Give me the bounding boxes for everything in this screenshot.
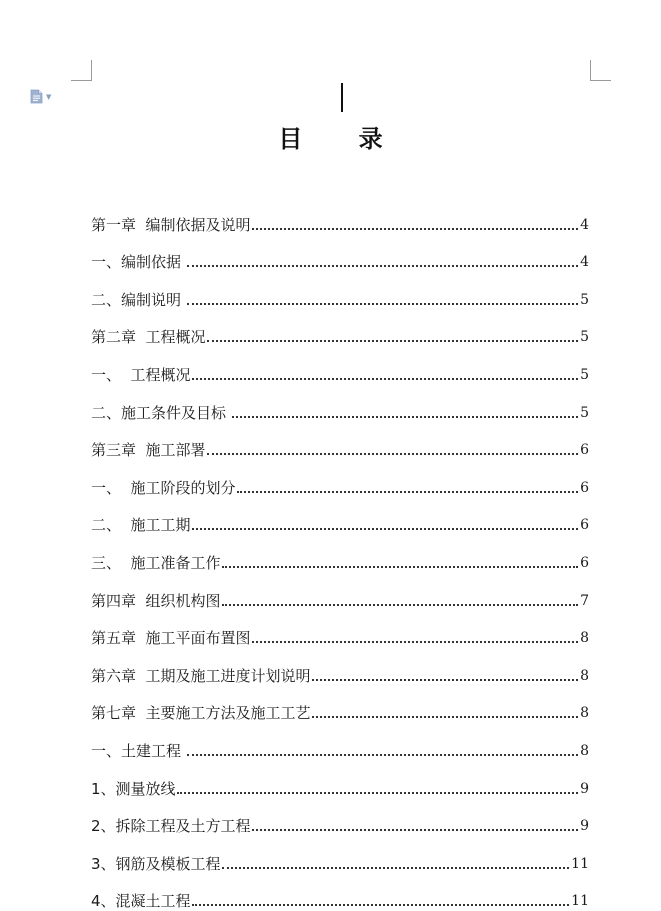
toc-entry-text: 2、拆除工程及土方工程: [91, 817, 251, 836]
toc-entry-text: 第二章 工程概况: [91, 328, 206, 347]
toc-entry[interactable]: [91, 723, 589, 761]
toc-entry-text: 二、编制说明: [91, 290, 186, 309]
toc-entry[interactable]: [91, 460, 589, 498]
toc-entry[interactable]: [91, 874, 589, 911]
page-corner-mark-top-right: [590, 60, 611, 81]
document-options-button[interactable]: [30, 89, 51, 104]
toc-entry-text: 第六章 工期及施工进度计划说明: [91, 666, 311, 685]
toc-entry[interactable]: [91, 686, 589, 724]
toc-dot-leader: [207, 453, 579, 455]
toc-page-number: 4: [580, 254, 589, 271]
toc-entry-text: 第四章 组织机构图: [91, 591, 221, 610]
toc-page-number: 7: [580, 592, 589, 609]
toc-entry-text: 3、钢筋及模板工程: [91, 854, 221, 873]
toc-entry[interactable]: [91, 347, 589, 385]
toc-page-number: 8: [580, 742, 589, 759]
toc-dot-leader: [232, 416, 578, 418]
toc-entry[interactable]: [91, 611, 589, 649]
toc-page-number: 6: [580, 442, 589, 459]
toc-entry-text: 第五章 施工平面布置图: [91, 629, 251, 648]
toc-dot-leader: [222, 604, 579, 606]
toc-entry-text: 二、施工条件及目标: [91, 403, 231, 422]
toc-entry[interactable]: [91, 385, 589, 423]
toc-entry[interactable]: [91, 799, 589, 837]
toc-entry-text: 一、土建工程: [91, 741, 186, 760]
toc-page-number: 5: [580, 291, 589, 308]
toc-dot-leader: [252, 829, 579, 831]
toc-dot-leader: [252, 641, 579, 643]
toc-dot-leader: [222, 566, 579, 568]
toc-entry[interactable]: [91, 235, 589, 273]
text-cursor: [341, 83, 343, 112]
toc-page-number: 8: [580, 705, 589, 722]
toc-entry-text: 一、 施工阶段的划分: [91, 478, 236, 497]
toc-entry-text: 第七章 主要施工方法及施工工艺: [91, 704, 311, 723]
toc-entry[interactable]: [91, 423, 589, 461]
toc-dot-leader: [187, 754, 578, 756]
toc-entry[interactable]: [91, 573, 589, 611]
toc-dot-leader: [192, 378, 579, 380]
toc-dot-leader: [207, 340, 579, 342]
toc-dot-leader: [312, 716, 579, 718]
toc-entry-text: 第一章 编制依据及说明: [91, 215, 251, 234]
toc-entry[interactable]: [91, 197, 589, 235]
toc-entry[interactable]: [91, 648, 589, 686]
toc-page-number: 8: [580, 630, 589, 647]
toc-entry-text: 1、测量放线: [91, 779, 176, 798]
toc-title: 目 录: [278, 124, 407, 153]
toc-entry-text: 二、 施工工期: [91, 516, 191, 535]
toc-entry[interactable]: [91, 272, 589, 310]
page-corner-mark-top-left: [71, 60, 92, 81]
toc-page-number: 8: [580, 667, 589, 684]
table-of-contents: [91, 197, 589, 911]
chevron-down-icon: ▼: [46, 92, 52, 101]
toc-entry-text: 一、编制依据: [91, 253, 186, 272]
toc-entry[interactable]: [91, 761, 589, 799]
toc-dot-leader: [187, 265, 578, 267]
toc-page-number: 5: [580, 329, 589, 346]
toc-dot-leader: [237, 491, 579, 493]
toc-entry[interactable]: [91, 310, 589, 348]
toc-page-number: 9: [580, 818, 589, 835]
toc-page-number: 6: [580, 479, 589, 496]
toc-entry-text: 三、 施工准备工作: [91, 553, 221, 572]
toc-dot-leader: [187, 303, 578, 305]
toc-page-number: 9: [580, 780, 589, 797]
toc-dot-leader: [192, 904, 570, 906]
toc-page-number: 5: [580, 404, 589, 421]
toc-dot-leader: [312, 679, 579, 681]
toc-entry-text: 一、 工程概况: [91, 365, 191, 384]
toc-dot-leader: [192, 528, 579, 530]
toc-page-number: 6: [580, 554, 589, 571]
toc-page-number: 5: [580, 366, 589, 383]
toc-entry[interactable]: [91, 836, 589, 874]
toc-dot-leader: [252, 228, 579, 230]
toc-page-number: 11: [571, 893, 589, 910]
toc-page-number: 6: [580, 517, 589, 534]
toc-entry-text: 4、混凝土工程: [91, 892, 191, 911]
toc-page-number: 4: [580, 216, 589, 233]
toc-entry-text: 第三章 施工部署: [91, 441, 206, 460]
document-options-icon: [30, 89, 43, 104]
toc-dot-leader: [222, 867, 570, 869]
toc-dot-leader: [177, 792, 579, 794]
toc-entry[interactable]: [91, 498, 589, 536]
toc-page-number: 11: [571, 855, 589, 872]
toc-entry[interactable]: [91, 535, 589, 573]
